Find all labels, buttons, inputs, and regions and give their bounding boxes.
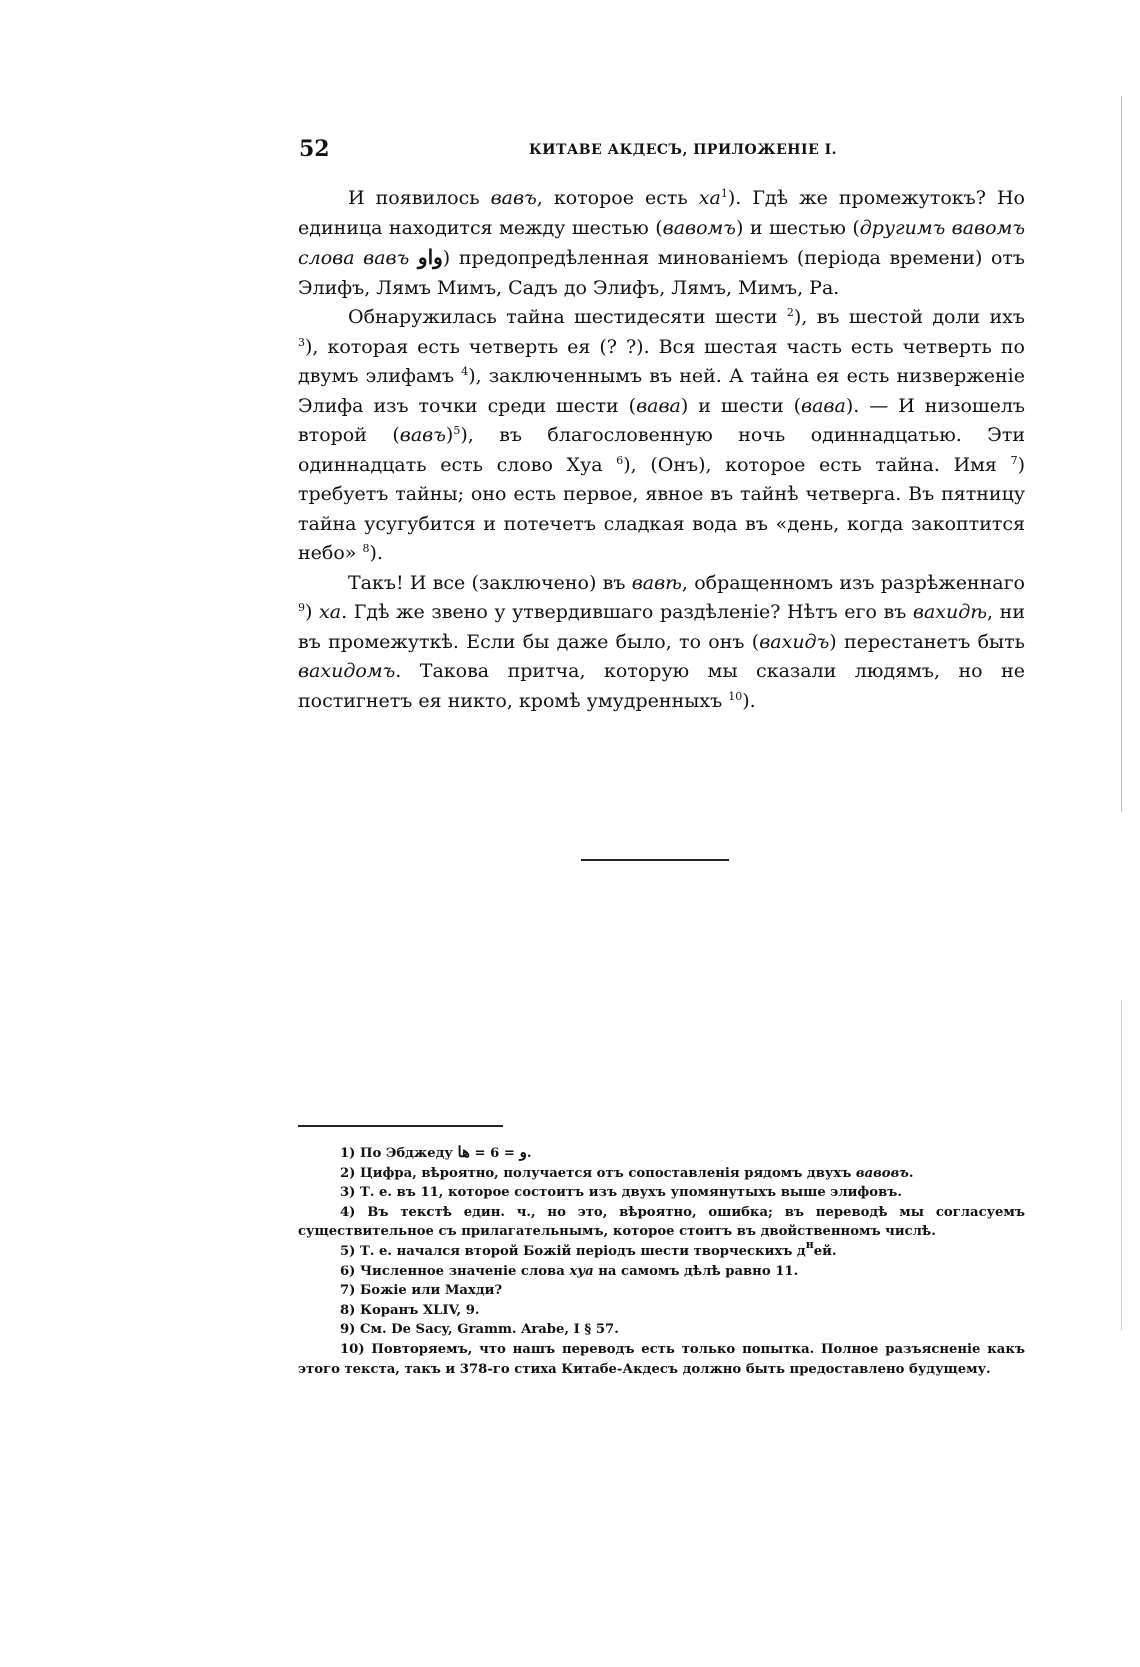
- arabic-word: و: [519, 1143, 527, 1161]
- text-run: ), которая есть четверть ея (? ?). Вся шестая часть есть четверть по двумъ элифамъ: [298, 335, 1025, 387]
- text-run: ей.: [813, 1243, 837, 1259]
- italic-term: вавъ: [490, 187, 537, 209]
- text-run: [409, 247, 418, 269]
- arabic-word: ها: [457, 1143, 470, 1161]
- text-run: , ни въ промежуткѣ. Если бы даже было, то онъ (: [298, 601, 1026, 653]
- text-run: 3) Т. е. въ 11, которое состоитъ изъ двухъ упомянутыхъ выше элифовъ.: [340, 1185, 902, 1201]
- text-run: ), заключеннымъ въ ней. А тайна ея есть низверженiе Элифа изъ точки среди шести (: [298, 365, 1025, 417]
- footnote-ref: 6: [616, 453, 624, 467]
- footnote-separator: [298, 1125, 503, 1127]
- footnote: [298, 1164, 1025, 1184]
- text-run: 6) Численное значенiе слова: [340, 1263, 570, 1279]
- arabic-word: واو: [417, 245, 443, 269]
- text-run: , обращенномъ изъ разрѣженнаго: [681, 571, 1025, 594]
- main-text: [298, 184, 1025, 716]
- footnote-ref: 7: [1010, 453, 1018, 467]
- section-end-rule: [581, 859, 729, 861]
- footnote: [298, 1183, 1025, 1203]
- text-run: ). — И низошелъ второй (: [298, 394, 1025, 446]
- paragraph: [298, 303, 1025, 569]
- text-run: 9) См. De Sacy, Gramm. Arabe, I § 57.: [340, 1322, 619, 1338]
- footnote: [298, 1237, 1025, 1262]
- footnote-ref: 9: [298, 601, 305, 614]
- text-run: ), въ благословенную ночь одиннадцатью. Эти одиннадцать есть слово Хуа: [298, 424, 1025, 476]
- text-run: ) предопредѣленная минованiемъ (перiода времени) отъ Элифъ, Лямъ Мимъ, Садъ до Элифъ, Лямъ, Мимъ, Ра.: [298, 247, 1026, 299]
- footnote-ref: 8: [362, 542, 370, 555]
- text-run: ), въ шестой доли ихъ: [793, 306, 1025, 328]
- footnote-ref: 4: [461, 365, 469, 378]
- text-run: ) и шестью (: [735, 216, 860, 239]
- running-title: КИТАВЕ АКДЕСЪ, ПРИЛОЖЕНIЕ I.: [529, 142, 838, 158]
- text-run: на самомъ дѣлѣ равно 11.: [593, 1263, 799, 1279]
- text-run: ) требуетъ тайны; оно есть первое, явное въ тайнѣ четверга. Въ пятницу тайна усугубится и потечетъ сладкая вода въ «день, когда закоптится небо»: [298, 453, 1025, 564]
- italic-term: вахидѣ: [912, 601, 988, 623]
- italic-term: другимъ вавомъ слова вавъ: [298, 216, 1025, 269]
- footnote: [298, 1320, 1025, 1340]
- footnote: [298, 1262, 1025, 1282]
- text-run: Такъ! И все (заключено) въ: [348, 571, 632, 594]
- italic-term: вавѣ: [631, 571, 682, 594]
- text-run: . Гдѣ же звено у утвердившаго раздѣленiе? Нѣтъ его въ: [341, 601, 913, 623]
- text-run: 7) Божiе или Махди?: [340, 1283, 503, 1299]
- footnote-ref: 10: [728, 689, 743, 703]
- text-run: Обнаружилась тайна шестидесяти шести: [348, 306, 787, 328]
- page-number: 52: [299, 136, 330, 162]
- text-run: ): [445, 424, 454, 446]
- text-run: .: [526, 1146, 532, 1161]
- italic-term: вава: [801, 394, 846, 417]
- footnote-ref: 5: [453, 424, 461, 437]
- footnote: [298, 1281, 1025, 1301]
- text-run: = 6 =: [469, 1146, 520, 1161]
- text-run: 10) Повторяемъ, что нашъ переводъ есть только попытка. Полное разъясненiе какъ этого текста, такъ и 378-го стиха Китабе-Акдесъ должно быть предоставлено будущему.: [298, 1341, 1025, 1377]
- italic-term: вавовъ: [855, 1165, 909, 1181]
- italic-term: вахидъ: [759, 630, 830, 653]
- text-run: ). Гдѣ же промежутокъ? Но единица находится между шестью (: [298, 187, 1026, 239]
- scan-edge-line: [1121, 96, 1122, 812]
- footnote-ref: 2: [786, 306, 794, 319]
- italic-term: вавомъ: [662, 216, 736, 239]
- footnote-ref: н: [805, 1237, 814, 1251]
- text-run: ): [305, 601, 320, 623]
- footnote: [298, 1143, 1025, 1164]
- footnotes: [298, 1143, 1025, 1379]
- footnote-ref: 3: [298, 335, 305, 349]
- text-run: 5) Т. е. начался второй Божiй перiодъ шести творческихъ д: [340, 1243, 806, 1259]
- text-run: .: [908, 1165, 914, 1181]
- scan-edge-line: [1121, 1000, 1122, 1330]
- text-run: . Такова притча, которую мы сказали людямъ, но не постигнетъ ея никто, кромѣ умудренныхъ: [298, 660, 1025, 712]
- footnote-ref: 1: [720, 187, 728, 200]
- text-run: 4) Въ текстѣ един. ч., но это, вѣроятно, ошибка; въ переводѣ мы согласуемъ существительное съ прилагательнымъ, которое стоитъ въ двойственномъ числѣ.: [298, 1204, 1025, 1240]
- italic-term: вава: [636, 394, 681, 417]
- italic-term: ха: [319, 601, 342, 623]
- text-run: ).: [369, 542, 383, 564]
- footnote: [298, 1301, 1025, 1321]
- text-run: 2) Цифра, вѣроятно, получается отъ сопоставленiя рядомъ двухъ: [340, 1165, 856, 1181]
- italic-term: вахидомъ: [298, 660, 396, 682]
- text-run: 1) По Эбджеду: [340, 1146, 458, 1161]
- text-run: ) и шести (: [680, 394, 802, 417]
- italic-term: вавъ: [399, 424, 446, 446]
- text-run: ) перестанетъ быть: [829, 630, 1025, 653]
- text-run: 8) Коранъ XLIV, 9.: [340, 1302, 480, 1318]
- paragraph: [298, 184, 1025, 303]
- text-run: ), (Онъ), которое есть тайна. Имя: [623, 453, 1011, 476]
- text-run: ).: [742, 689, 756, 712]
- footnote: [298, 1203, 1025, 1242]
- italic-term: хуа: [569, 1263, 594, 1279]
- footnote: [298, 1340, 1025, 1379]
- text-run: , которое есть: [536, 187, 699, 209]
- italic-term: ха: [698, 187, 721, 209]
- text-run: И появилось: [348, 187, 491, 209]
- paragraph: [298, 569, 1025, 717]
